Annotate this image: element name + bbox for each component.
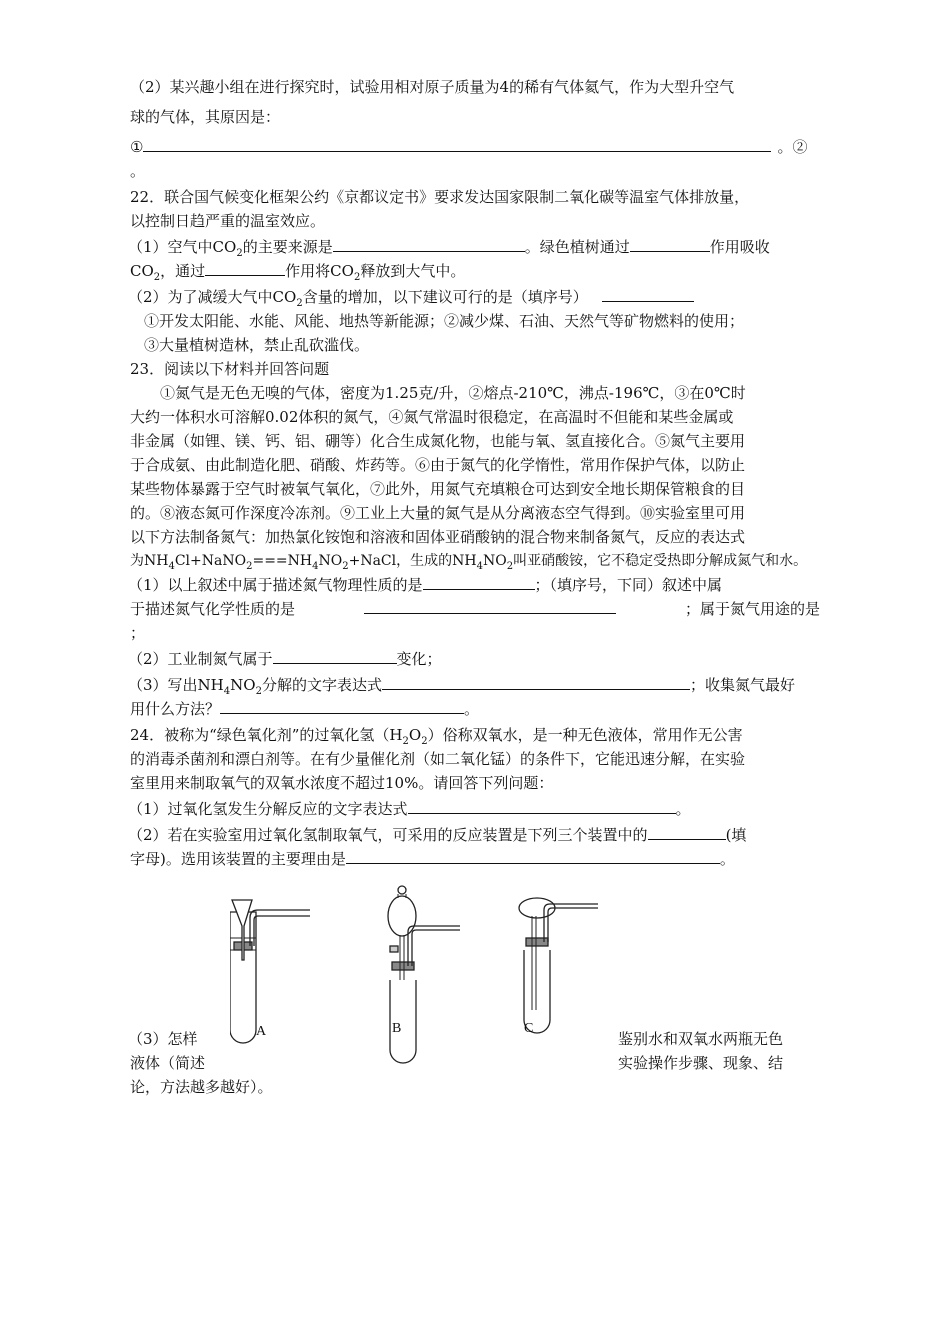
q24-part2-line2: 字母)。选用该装置的主要理由是 。 (130, 850, 735, 868)
answer-blank[interactable] (408, 798, 676, 814)
q22-part1-line1: （1）空气中$CO_2$的主要来源是 。绿色植树通过 作用吸收 (128, 238, 770, 259)
q24-part2-line1: （2）若在实验室用过氧化氢制取氧气，可采用的反应装置是下列三个装置中的 (填 (128, 826, 747, 844)
q22-part1-line2: $CO_2$，通过 作用将$CO_2$释放到大气中。 (130, 262, 466, 283)
answer-blank[interactable] (648, 824, 726, 840)
q23-q1-line3: ； (130, 624, 146, 642)
apparatus-b (388, 886, 460, 1063)
q23-q3-line2: 用什么方法？ 。 (130, 700, 480, 718)
q23-material-3: 非金属（如锂、镁、钙、铝、硼等）化合生成氮化物，也能与氧、氢直接化合。⑤氮气主要用 (130, 432, 746, 450)
q24-line3: 室里用来制取氧气的双氧水浓度不超过10%。请回答下列问题： (130, 774, 554, 792)
q23-material-7: 以下方法制备氮气：加热氯化铵饱和溶液和固体亚硝酸钠的混合物来制备氮气，反应的表达式 (130, 528, 746, 546)
q23-material-8: 为$NH_4Cl+NaNO_2===NH_4NO_2+NaCl$，生成的$NH_4NO_2$叫亚硝酸铵，它不稳定受热即分解成氮气和水。 (130, 553, 808, 572)
answer-blank[interactable] (346, 848, 720, 864)
q24-line1: 24．被称为“绿色氧化剂”的过氧化氢$(H_2O_2)$俗称双氧水，是一种无色液体，常用作无公害 (130, 726, 743, 747)
q24-line2: 的消毒杀菌剂和漂白剂等。在有少量催化剂（如二氧化锰）的条件下，它能迅速分解，在实验 (130, 750, 746, 768)
answer-blank[interactable] (423, 574, 535, 590)
answer-blank[interactable] (143, 136, 771, 152)
q24-part3-left1: （3）怎样 (128, 1030, 198, 1048)
apparatus-figure (230, 880, 630, 1070)
apparatus-a (230, 900, 310, 1043)
q21-2-line2: 球的气体，其原因是： (130, 108, 281, 126)
apparatus-c (519, 898, 598, 1036)
answer-blank[interactable] (220, 698, 464, 714)
q21-2-line4: 。 (130, 162, 146, 180)
q23-material-5: 某些物体暴露于空气时被氧气氧化，⑦此外，用氮气充填粮仓可达到安全地长期保管粮食的目 (130, 480, 746, 498)
label-c: C (524, 1021, 534, 1036)
answer-blank[interactable] (630, 236, 710, 252)
q21-2-line1: （2）某兴趣小组在进行探究时，试验用相对原子质量为4的稀有气体氦气，作为大型升空气 (130, 78, 735, 96)
q23-q2: （2）工业制氮气属于 变化； (128, 650, 442, 668)
label-a: A (256, 1024, 267, 1039)
q22-options-line1: ①开发太阳能、水能、风能、地热等新能源；②减少煤、石油、天然气等矿物燃料的使用； (144, 312, 745, 330)
q23-q1-line2: 于描述氮气化学性质的是 ；属于氮气用途的是 (130, 600, 820, 618)
q22-options-line2: ③大量植树造林，禁止乱砍滥伐。 (144, 336, 370, 354)
q22-part2: （2）为了减缓大气中$CO_2$含量的增加，以下建议可行的是（填序号） (128, 286, 694, 315)
q23-q3-line1: （3）写出$NH_4NO_2$分解的文字表达式 ；收集氮气最好 (128, 676, 795, 697)
answer-blank[interactable] (602, 286, 694, 302)
answer-blank[interactable] (382, 674, 690, 690)
label-b: B (392, 1021, 402, 1036)
q23-material-1: ①氮气是无色无嗅的气体，密度为1.25克/升，②熔点-210℃，沸点-196℃，③在0℃时 (160, 384, 746, 402)
q22-line2: 以控制日趋严重的温室效应。 (130, 212, 326, 230)
q24-part3-left2: 液体（简述 (130, 1054, 206, 1072)
q24-part1: （1）过氧化氢发生分解反应的文字表达式 。 (128, 800, 691, 818)
q24-part3-right1: 鉴别水和双氧水两瓶无色 (618, 1030, 784, 1048)
q23-material-2: 大约一体积水可溶解0.02体积的氮气，④氮气常温时很稳定，在高温时不但能和某些金属或 (130, 408, 734, 426)
q23-q1-line1: （1）以上叙述中属于描述氮气物理性质的是 ；（填序号，下同）叙述中属 (128, 576, 723, 594)
q23-material-4: 于合成氨、由此制造化肥、硝酸、炸药等。⑥由于氮气的化学惰性，常用作保护气体，以防止 (130, 456, 746, 474)
q23-material-6: 的。⑧液态氮可作深度冷冻剂。⑨工业上大量的氮气是从分离液态空气得到。⑩实验室里可用 (130, 504, 746, 522)
answer-blank[interactable] (205, 260, 285, 276)
answer-blank[interactable] (364, 598, 616, 614)
q23-title: 23．阅读以下材料并回答问题 (130, 360, 330, 378)
q21-2-line3: ① 。② (130, 138, 808, 156)
q24-part3-line3: 论，方法越多越好）。 (130, 1078, 273, 1096)
q22-line1: 22．联合国气候变化框架公约《京都议定书》要求发达国家限制二氧化碳等温室气体排放量， (130, 188, 750, 206)
q24-part3-right2: 实验操作步骤、现象、结 (618, 1054, 784, 1072)
answer-blank[interactable] (333, 236, 525, 252)
answer-blank[interactable] (273, 648, 397, 664)
